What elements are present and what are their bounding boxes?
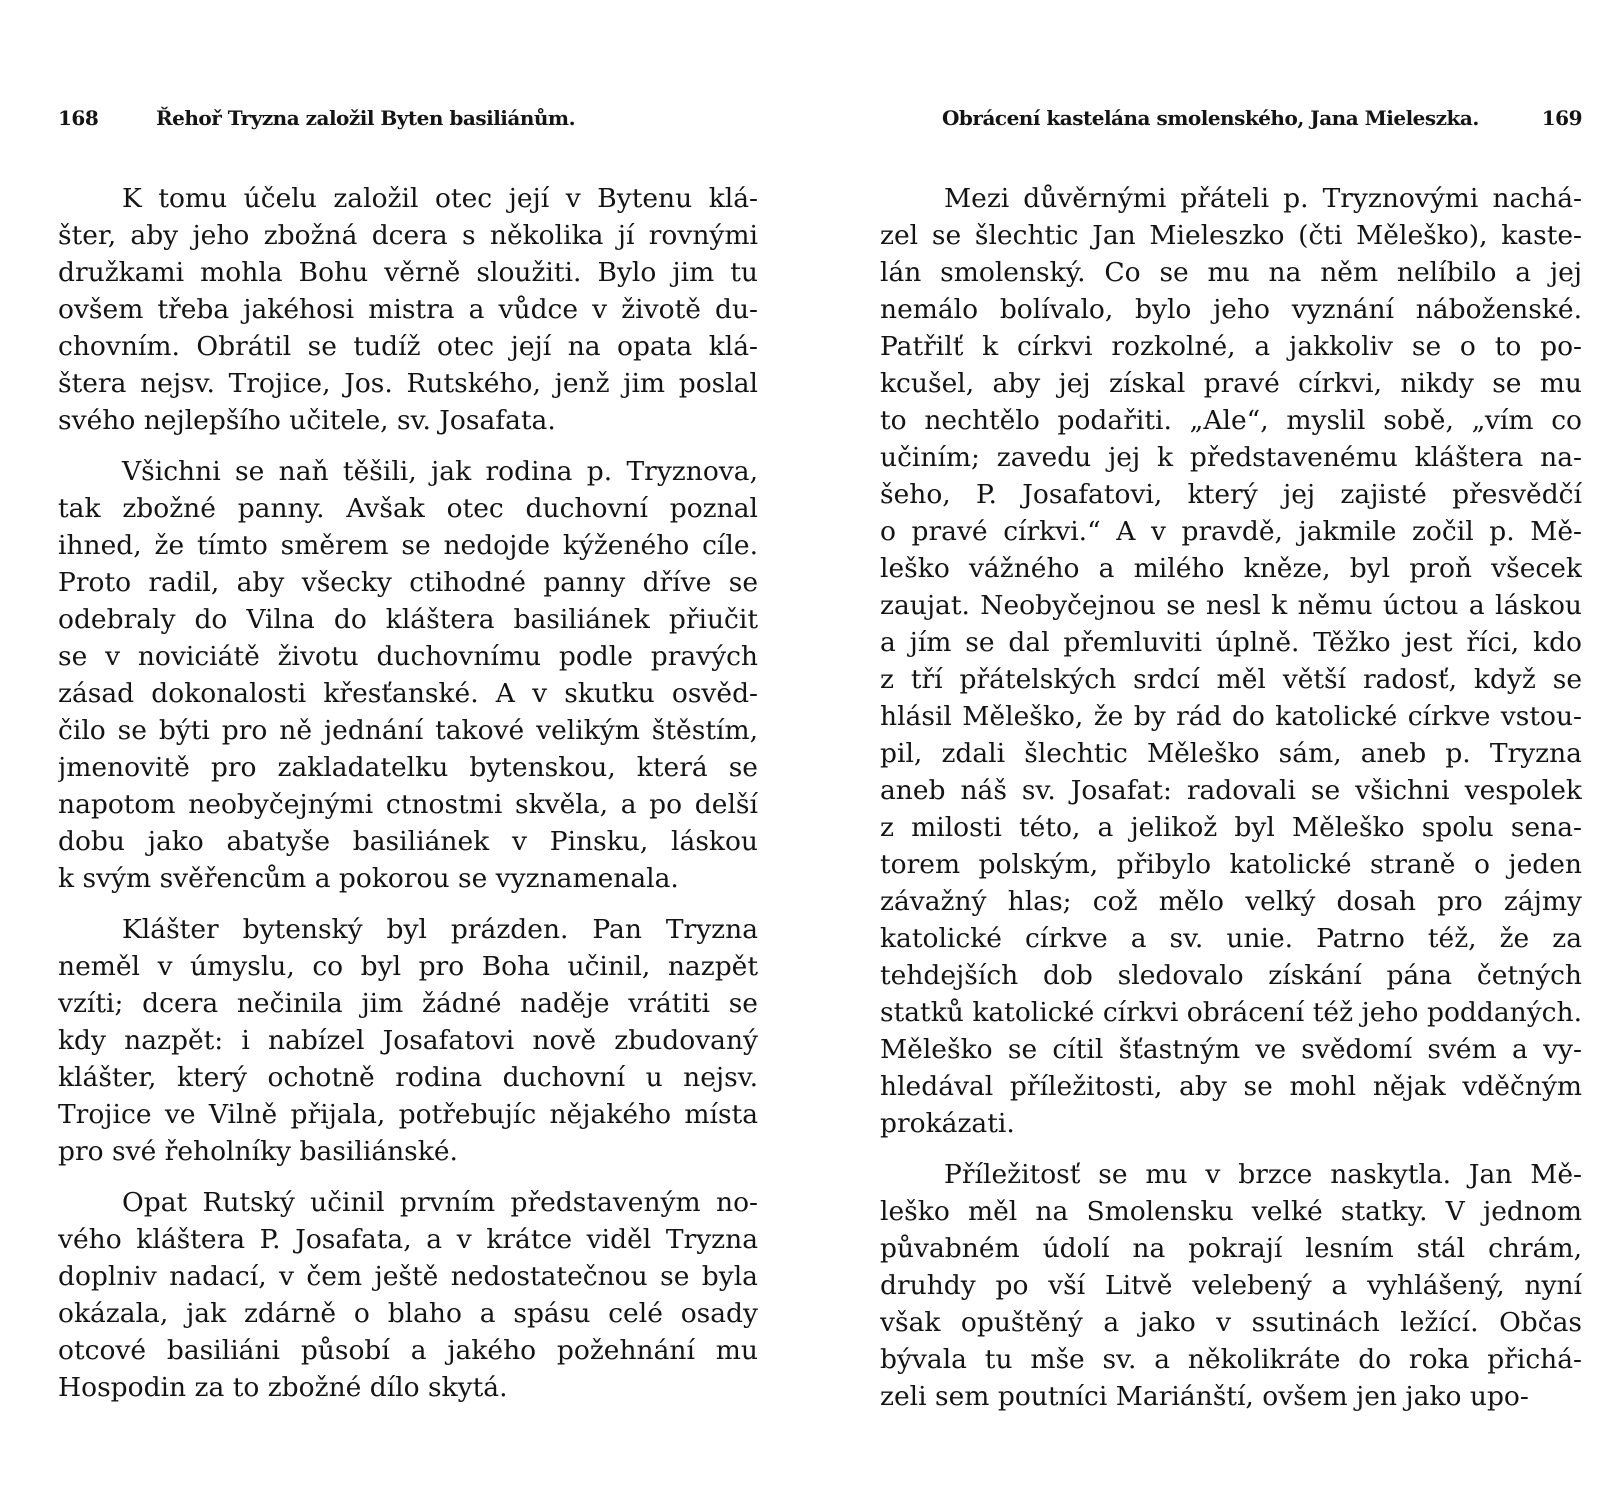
running-title: Obrácení kastelána smolenského, Jana Mieleszka. — [942, 106, 1479, 130]
text-line: vzíti; dcera nečinila jim žádné naděje vrátiti se — [58, 988, 758, 1019]
text-line: vého kláštera P. Josafata, a v krátce viděl Tryzna — [58, 1224, 758, 1255]
body-text — [880, 180, 1582, 1415]
text-line: k svým svěřencům a pokorou se vyznamenala. — [58, 863, 679, 894]
text-line: tak zbožné panny. Avšak otec duchovní poznal — [58, 493, 758, 524]
text-line: tehdejších dob sledovalo získání pána četných — [880, 960, 1582, 991]
text-line: se v noviciátě životu duchovnímu podle pravých — [58, 641, 758, 672]
paragraph — [58, 453, 758, 897]
text-line: napotom neobyčejnými ctnostmi skvěla, a po delší — [58, 789, 758, 820]
text-line: leško měl na Smolensku velké statky. V jednom — [880, 1196, 1582, 1227]
text-line: okázala, jak zdárně o blaho a spásu celé osady — [58, 1298, 758, 1329]
paragraph — [58, 180, 758, 439]
text-line: jmenovitě pro zakladatelku bytenskou, která se — [58, 752, 758, 783]
page-number: 169 — [1541, 106, 1582, 130]
text-line: dobu jako abatyše basiliánek v Pinsku, láskou — [58, 826, 758, 857]
text-line: kcušel, aby jej získal pravé církvi, nikdy se mu — [880, 368, 1582, 399]
text-line: bývala tu mše sv. a několikráte do roka přichá- — [880, 1344, 1582, 1375]
text-line: doplniv nadací, v čem ještě nedostatečnou se byla — [58, 1261, 758, 1292]
paragraph-gap — [58, 439, 758, 453]
paragraph — [58, 1184, 758, 1406]
text-line: Příležitosť se mu v brzce naskytla. Jan Mě- — [944, 1159, 1582, 1190]
paragraph-gap — [880, 1142, 1582, 1156]
text-line: aneb náš sv. Josafat: radovali se všichni vespolek — [880, 775, 1582, 806]
text-line: druhdy po vší Litvě velebený a vyhlášený, nyní — [880, 1270, 1582, 1301]
text-line: štera nejsv. Trojice, Jos. Rutského, jenž jim poslal — [58, 368, 758, 399]
text-line: závažný hlas; což mělo velký dosah pro zájmy — [880, 886, 1582, 917]
text-line: družkami mohla Bohu věrně sloužiti. Bylo jim tu — [58, 257, 758, 288]
text-line: Všichni se naň těšili, jak rodina p. Tryznova, — [122, 456, 758, 487]
text-line: učiním; zavedu jej k představenému kláštera na- — [880, 442, 1582, 473]
text-line: však opuštěný a jako v ssutinách ležící. Občas — [880, 1307, 1582, 1338]
text-line: Mezi důvěrnými přáteli p. Tryznovými nachá- — [944, 183, 1582, 214]
text-line: leško vážného a milého kněze, byl proň všecek — [880, 553, 1582, 584]
text-line: odebraly do Vilna do kláštera basiliánek přiučit — [58, 604, 758, 635]
text-line: ovšem třeba jakéhosi mistra a vůdce v životě du- — [58, 294, 758, 325]
text-line: katolické církve a sv. unie. Patrno též, že za — [880, 923, 1582, 954]
text-line: Hospodin za to zbožné dílo skytá. — [58, 1372, 508, 1403]
text-line: zel se šlechtic Jan Mieleszko (čti Měleško), kaste- — [880, 220, 1582, 251]
text-line: torem polským, přibylo katolické straně o jeden — [880, 849, 1582, 880]
running-title: Řehoř Tryzna založil Byten basiliánům. — [156, 106, 576, 130]
text-line: ihned, že tímto směrem se nedojde kýženého cíle. — [58, 530, 758, 561]
text-line: zeli sem poutníci Mariánští, ovšem jen jako upo- — [880, 1381, 1529, 1412]
text-line: klášter, který ochotně rodina duchovní u nejsv. — [58, 1062, 758, 1093]
paragraph — [58, 911, 758, 1170]
page-number: 168 — [58, 106, 99, 130]
text-line: Trojice ve Vilně přijala, potřebujíc nějakého místa — [58, 1099, 758, 1130]
text-line: zaujat. Neobyčejnou se nesl k němu úctou a láskou — [880, 590, 1582, 621]
text-line: Opat Rutský učinil prvním představeným no- — [122, 1187, 758, 1218]
text-line: svého nejlepšího učitele, sv. Josafata. — [58, 405, 556, 436]
paragraph — [880, 1156, 1582, 1415]
text-line: prokázati. — [880, 1108, 1015, 1139]
text-line: Měleško se cítil šťastným ve svědomí svém a vy- — [880, 1034, 1582, 1065]
text-line: šeho, P. Josafatovi, který jej zajisté přesvědčí — [880, 479, 1582, 510]
text-line: hledával příležitosti, aby se mohl nějak vděčným — [880, 1071, 1582, 1102]
text-line: z tří přátelských srdcí měl větší radosť, když se — [880, 664, 1582, 695]
text-line: a jím se dal přemluviti úplně. Těžko jest říci, kdo — [880, 627, 1582, 658]
text-line: hlásil Měleško, že by rád do katolické církve vstou- — [880, 701, 1582, 732]
text-line: šter, aby jeho zbožná dcera s několika jí rovnými — [58, 220, 758, 251]
body-text — [58, 180, 758, 1406]
text-line: Klášter bytenský byl prázden. Pan Tryzna — [122, 914, 758, 945]
text-line: o pravé církvi.“ A v pravdě, jakmile zočil p. Mě- — [880, 516, 1582, 547]
text-line: to nechtělo podařiti. „Ale“, myslil sobě, „vím co — [880, 405, 1582, 436]
paragraph-gap — [58, 1170, 758, 1184]
text-line: otcové basiliáni působí a jakého požehnání mu — [58, 1335, 758, 1366]
text-line: z milosti této, a jelikož byl Měleško spolu sena- — [880, 812, 1582, 843]
text-line: půvabném údolí na pokrají lesním stál chrám, — [880, 1233, 1582, 1264]
text-line: pil, zdali šlechtic Měleško sám, aneb p. Tryzna — [880, 738, 1582, 769]
text-line: chovním. Obrátil se tudíž otec její na opata klá- — [58, 331, 758, 362]
text-line: Proto radil, aby všecky ctihodné panny dříve se — [58, 567, 758, 598]
text-line: K tomu účelu založil otec její v Bytenu klá- — [122, 183, 758, 214]
text-line: čilo se býti pro ně jednání takové velikým štěstím, — [58, 715, 758, 746]
text-line: lán smolenský. Co se mu na něm nelíbilo a jej — [880, 257, 1582, 288]
text-line: kdy nazpět: i nabízel Josafatovi nově zbudovaný — [58, 1025, 758, 1056]
paragraph — [880, 180, 1582, 1142]
text-line: neměl v úmyslu, co byl pro Boha učinil, nazpět — [58, 951, 758, 982]
text-line: zásad dokonalosti křesťanské. A v skutku osvěd- — [58, 678, 758, 709]
text-line: statků katolické církvi obrácení též jeho poddaných. — [880, 997, 1582, 1028]
text-line: nemálo bolívalo, bylo jeho vyznání náboženské. — [880, 294, 1582, 325]
paragraph-gap — [58, 897, 758, 911]
text-line: pro své řeholníky basiliánské. — [58, 1136, 458, 1167]
text-line: Patřilť k církvi rozkolné, a jakkoliv se o to po- — [880, 331, 1582, 362]
